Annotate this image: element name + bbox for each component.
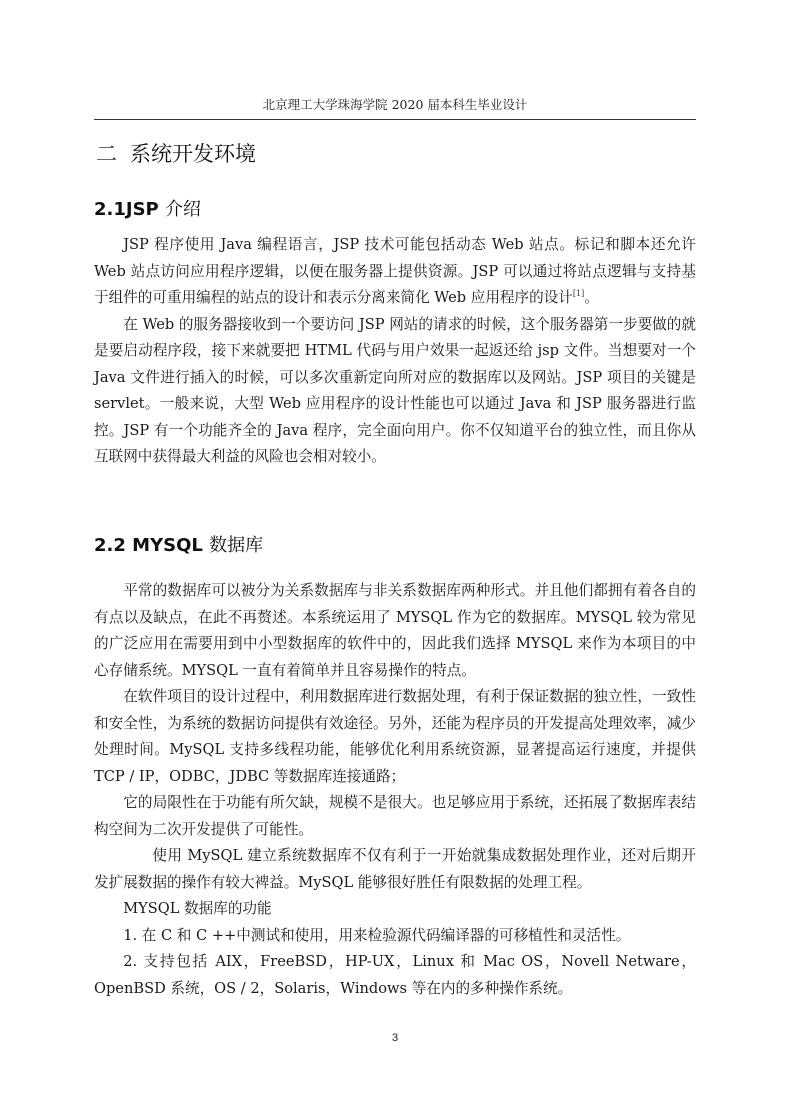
- section-2-2-paragraph-3: 它的局限性在于功能有所欠缺，规模不是很大。也足够应用于系统，还拓展了数据库表结构空间为二次开发提供了可能性。: [94, 794, 696, 838]
- chapter-number: 二: [96, 142, 117, 166]
- section-2-1-title: [94, 198, 201, 222]
- section-2-2-title: [94, 534, 263, 558]
- chapter-title: [96, 140, 256, 168]
- citation-marker: [1]: [572, 289, 585, 299]
- chapter-title-text: 系统开发环境: [130, 142, 256, 166]
- section-2-2-paragraph-1: 平常的数据库可以被分为关系数据库与非关系数据库两种形式。并且他们都拥有着各自的有点以及缺点，在此不再赘述。本系统运用了 MYSQL 作为它的数据库。MYSQL 较为常见的广泛应用在需要用到中小型数据库的软件中的，因此我们选择 MYSQL 来作为本项目的中心存储系统。MYSQL 一直有着简单并且容易操作的特点。: [94, 582, 696, 679]
- section-2-2-title-text: 数据库: [209, 535, 264, 556]
- paragraph-text: JSP 程序使用 Java 编程语言，JSP 技术可能包括动态 Web 站点。标记和脚本还允许 Web 站点访问应用程序逻辑，以便在服务器上提供资源。JSP 可以通过将站点逻辑与支持基于组件的可重用编程的站点的设计和表示分离来简化 Web 应用程序的设计: [94, 236, 696, 306]
- paragraph-end: 。: [584, 289, 599, 306]
- section-2-2-paragraph-2: 在软件项目的设计过程中，利用数据库进行数据处理，有利于保证数据的独立性，一致性和安全性，为系统的数据访问提供有效途径。另外，还能为程序员的开发提高处理效率，减少处理时间。MySQL 支持多线程功能，能够优化利用系统资源，显著提高运行速度，并提供 TCP / IP，ODBC，JDBC 等数据库连接通路；: [94, 688, 696, 785]
- section-2-2-number: 2.2 MYSQL: [94, 535, 203, 556]
- mysql-feature-1: 1. 在 C 和 C ++中测试和使用，用来检验源代码编译器的可移植性和灵活性。: [123, 926, 631, 944]
- header-rule: [94, 119, 696, 120]
- mysql-feature-2: 2. 支持包括 AIX，FreeBSD，HP-UX，Linux 和 Mac OS，Novell Netware，OpenBSD 系统，OS / 2，Solaris，Windows 等在内的多种操作系统。: [94, 953, 696, 997]
- mysql-features-heading: MYSQL 数据库的功能: [123, 900, 272, 917]
- section-2-2-paragraph-4: 使用 MySQL 建立系统数据库不仅有利于一开始就集成数据处理作业，还对后期开发扩展数据的操作有较大裨益。MySQL 能够很好胜任有限数据的处理工程。: [94, 847, 696, 891]
- section-2-1-paragraph-1: [94, 232, 696, 312]
- section-2-1-paragraph-2: 在 Web 的服务器接收到一个要访问 JSP 网站的请求的时候，这个服务器第一步要做的就是要启动程序段，接下来就要把 HTML 代码与用户效果一起返还给 jsp 文件。当想要对一个 Java 文件进行插入的时候，可以多次重新定向所对应的数据库以及网站。JSP 项目的关键是 servlet。一般来说，大型 Web 应用程序的设计性能也可以通过 Java 和 JSP 服务器进行监控。JSP 有一个功能齐全的 Java 程序，完全面向用户。你不仅知道平台的独立性，而且你从互联网中获得最大利益的风险也会相对较小。: [94, 315, 696, 465]
- section-2-1-title-text: 介绍: [165, 199, 202, 220]
- page-number: 3: [391, 1032, 399, 1044]
- page-header: 北京理工大学珠海学院 2020 届本科生毕业设计: [262, 97, 528, 112]
- section-2-1-number: 2.1JSP: [94, 199, 159, 220]
- section-2-2-body: [94, 578, 696, 1002]
- section-2-1-body: [94, 232, 696, 471]
